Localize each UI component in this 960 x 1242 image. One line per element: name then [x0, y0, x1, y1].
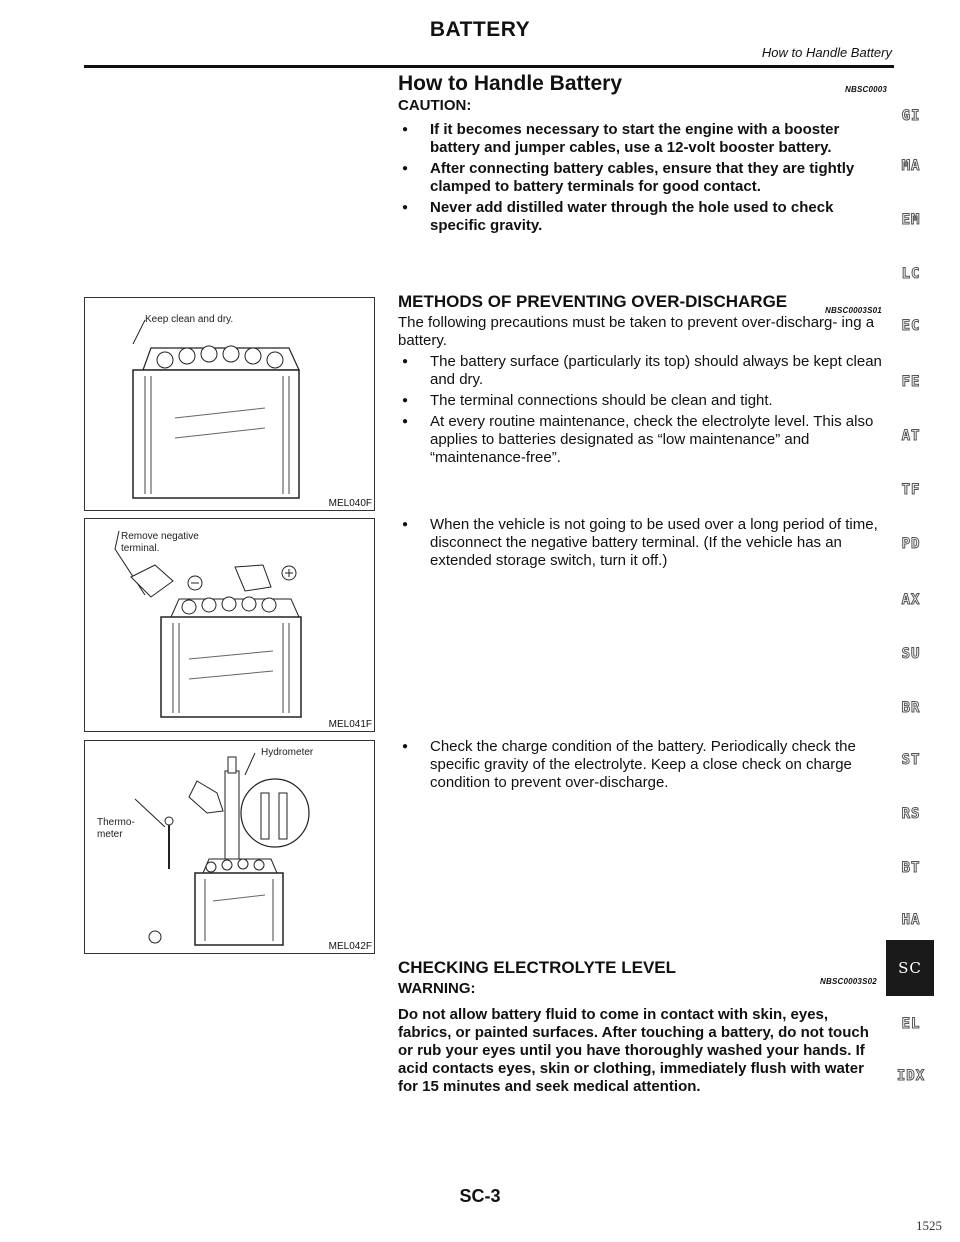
charge-list-wrap [398, 738, 884, 795]
figure-code: MEL042F [328, 941, 372, 952]
methods-heading: METHODS OF PREVENTING OVER-DISCHARGE [398, 292, 788, 311]
tab-rs[interactable]: RS [901, 806, 921, 822]
tab-su[interactable]: SU [901, 646, 921, 662]
page-title: How to Handle Battery [398, 72, 623, 95]
tab-bt[interactable]: BT [901, 860, 921, 876]
vehicle-storage-item: ● When the vehicle is not going to be used over a long period of time, disconnect the negative battery terminal. (If the vehicle has an extended storage switch, turn it off.) [398, 516, 884, 570]
title-code: NBSC0003 [845, 85, 888, 94]
methods-intro: The following precautions must be taken to prevent over-discharg- ing a battery. [398, 314, 875, 349]
electrolyte-heading: CHECKING ELECTROLYTE LEVEL [398, 958, 677, 977]
methods-list-wrap [398, 353, 884, 470]
warning-text: Do not allow battery fluid to come in contact with skin, eyes, fabrics, or painted surfaces. After touching a battery, do not touch or rub your eyes until you have thoroughly washed your hands. If acid contacts eyes, skin or clothing, immediately flush with water for 15 minutes and seek medical attention. [398, 1006, 869, 1095]
section-title: BATTERY [429, 18, 531, 41]
hydrometer-illustration [85, 741, 374, 953]
caution-label: CAUTION: [398, 97, 472, 114]
methods-code: NBSC0003S01 [825, 306, 882, 315]
figure-label: Remove negative [121, 531, 199, 542]
electrolyte-code: NBSC0003S02 [820, 977, 877, 986]
corner-page-number: 1525 [916, 1218, 942, 1233]
running-subtitle: How to Handle Battery [761, 45, 892, 60]
tab-ha[interactable]: HA [901, 912, 921, 928]
figure-keep-clean [84, 297, 375, 511]
tab-gi[interactable]: GI [901, 108, 921, 124]
figure-label: Hydrometer [261, 747, 314, 758]
figure-code: MEL041F [328, 719, 372, 730]
caution-item: ● Never add distilled water through the hole used to check specific gravity. [398, 199, 884, 235]
figure-hydrometer [84, 740, 375, 954]
tab-br[interactable]: BR [901, 700, 921, 716]
header-rule [84, 65, 894, 68]
figure-label: meter [97, 829, 123, 840]
caution-list [398, 121, 884, 235]
tab-at[interactable]: AT [901, 428, 921, 444]
methods-list [398, 353, 884, 467]
tab-fe[interactable]: FE [901, 374, 921, 390]
methods-item: ● The terminal connections should be clean and tight. [398, 392, 884, 410]
figure-remove-negative [84, 518, 375, 732]
figure-code: MEL040F [328, 498, 372, 509]
figure-label: Keep clean and dry. [145, 314, 234, 325]
methods-item: ● At every routine maintenance, check the electrolyte level. This also applies to batteries designated as “low maintenance” and “maintenance-free”. [398, 413, 884, 467]
tab-ma[interactable]: MA [901, 158, 921, 174]
tab-pd[interactable]: PD [901, 536, 921, 552]
tab-ec[interactable]: EC [901, 318, 921, 334]
tab-st[interactable]: ST [901, 752, 921, 768]
tab-em[interactable]: EM [901, 212, 921, 228]
methods-item: ● The battery surface (particularly its top) should always be kept clean and dry. [398, 353, 884, 389]
warning-label: WARNING: [398, 980, 476, 997]
tab-idx[interactable]: IDX [896, 1068, 926, 1084]
tab-el[interactable]: EL [901, 1016, 921, 1032]
charge-condition-item: ● Check the charge condition of the battery. Periodically check the specific gravity of the electrolyte. Keep a close check on charge condition to prevent over-discharge. [398, 738, 884, 792]
battery-illustration [85, 298, 374, 510]
caution-item: ● After connecting battery cables, ensure that they are tightly clamped to battery terminals for good contact. [398, 160, 884, 196]
tab-tf[interactable]: TF [901, 482, 921, 498]
tab-sc-active[interactable]: SC [886, 940, 934, 996]
figure-label: Thermo- [97, 817, 135, 828]
tab-lc[interactable]: LC [901, 266, 921, 282]
page-number: SC-3 [459, 1186, 501, 1206]
caution-list-wrap [398, 121, 884, 238]
section-tab-strip [886, 0, 936, 1242]
vehicle-list-wrap [398, 516, 884, 573]
tab-ax[interactable]: AX [901, 592, 921, 608]
caution-item: ● If it becomes necessary to start the engine with a booster battery and jumper cables, use a 12-volt booster battery. [398, 121, 884, 157]
figure-label: terminal. [121, 543, 160, 554]
